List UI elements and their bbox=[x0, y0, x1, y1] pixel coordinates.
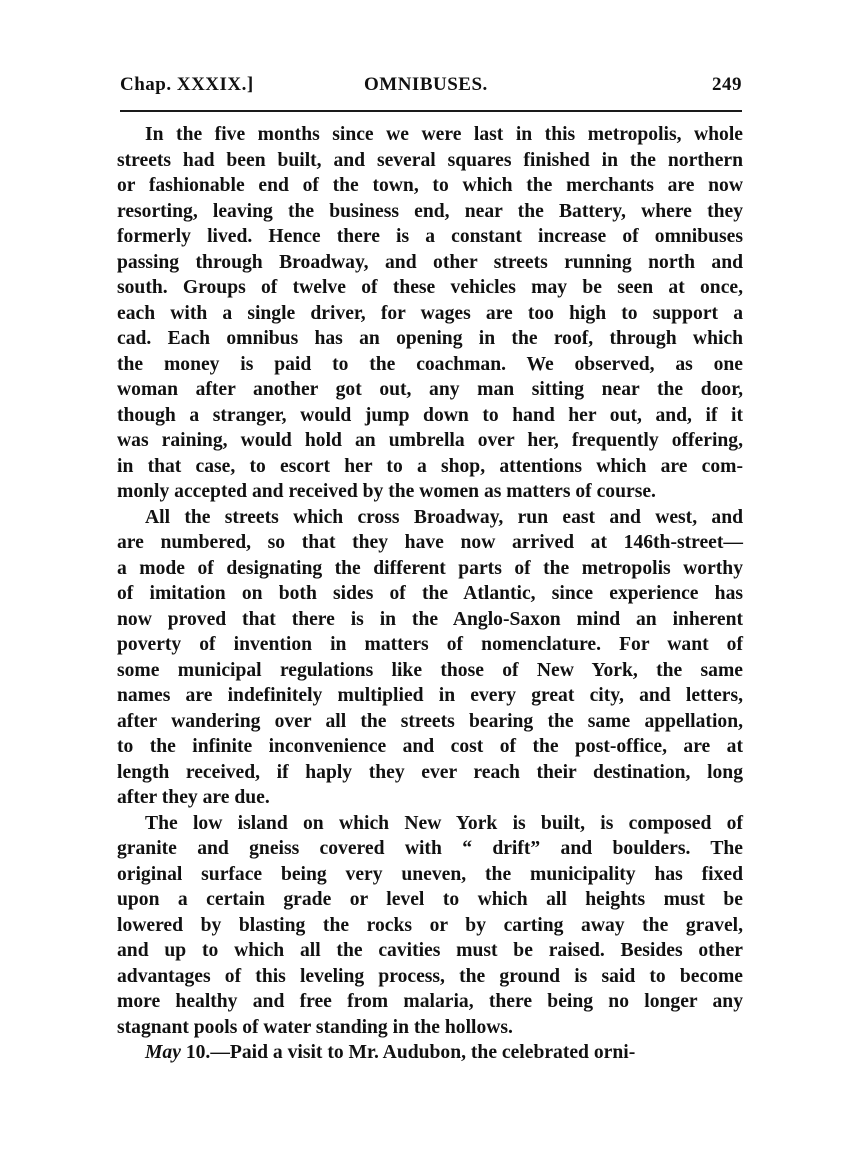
text-line: after wandering over all the streets bearing the same appellation, bbox=[117, 710, 743, 732]
page-number: 249 bbox=[712, 74, 742, 95]
text-line: formerly lived. Hence there is a constant increase of omnibuses bbox=[117, 226, 743, 247]
text-line: stagnant pools of water standing in the hollows. bbox=[117, 1016, 513, 1038]
text-line: a mode of designating the different parts of the metropolis worthy bbox=[117, 557, 743, 579]
text-line: advantages of this leveling process, the ground is said to become bbox=[117, 965, 743, 987]
text-line: of imitation on both sides of the Atlantic, since experience has bbox=[117, 583, 743, 604]
text-line bbox=[117, 1040, 743, 1066]
text-line: more healthy and free from malaria, there being no longer any bbox=[117, 991, 743, 1012]
final-line-text: 10.—Paid a visit to Mr. Audubon, the celebrated orni- bbox=[180, 1042, 636, 1063]
text-line: cad. Each omnibus has an opening in the roof, through which bbox=[117, 328, 743, 349]
text-line: original surface being very uneven, the municipality has fixed bbox=[117, 863, 743, 885]
text-line: though a stranger, would jump down to hand her out, and, if it bbox=[117, 404, 743, 426]
text-line: to the infinite inconvenience and cost of the post-office, are at bbox=[117, 736, 743, 757]
text-line: after they are due. bbox=[117, 787, 270, 808]
text-line: lowered by blasting the rocks or by carting away the gravel, bbox=[117, 914, 743, 936]
text-line: and up to which all the cavities must be raised. Besides other bbox=[117, 940, 743, 961]
date-italic: May bbox=[145, 1042, 181, 1063]
text-line: All the streets which cross Broadway, run east and west, and bbox=[145, 506, 743, 528]
page-title: OMNIBUSES. bbox=[364, 74, 488, 95]
text-line: length received, if haply they ever reach their destination, long bbox=[117, 761, 743, 783]
chapter-heading: Chap. XXXIX.] bbox=[120, 74, 254, 95]
text-line: The low island on which New York is built, is composed of bbox=[145, 812, 743, 834]
text-line: south. Groups of twelve of these vehicles may be seen at once, bbox=[117, 277, 743, 298]
text-line: the money is paid to the coachman. We observed, as one bbox=[117, 353, 743, 375]
text-line: was raining, would hold an umbrella over her, frequently offering, bbox=[117, 430, 743, 451]
text-line: upon a certain grade or level to which all heights must be bbox=[117, 889, 743, 910]
body-text bbox=[117, 122, 743, 1066]
text-line: granite and gneiss covered with “ drift” and boulders. The bbox=[117, 838, 743, 859]
text-line: some municipal regulations like those of New York, the same bbox=[117, 659, 743, 681]
header-rule bbox=[120, 110, 742, 112]
text-line: are numbered, so that they have now arrived at 146th-street— bbox=[117, 532, 743, 553]
text-line: each with a single driver, for wages are too high to support a bbox=[117, 302, 743, 324]
text-line: now proved that there is in the Anglo-Saxon mind an inherent bbox=[117, 608, 743, 630]
text-line: monly accepted and received by the women as matters of course. bbox=[117, 481, 656, 502]
text-line: or fashionable end of the town, to which the merchants are now bbox=[117, 175, 743, 196]
text-line: streets had been built, and several squares finished in the northern bbox=[117, 149, 743, 171]
running-head bbox=[120, 74, 742, 104]
text-line: In the five months since we were last in this metropolis, whole bbox=[145, 124, 743, 145]
text-line: resorting, leaving the business end, near the Battery, where they bbox=[117, 200, 743, 222]
text-line: woman after another got out, any man sitting near the door, bbox=[117, 379, 743, 400]
text-line: poverty of invention in matters of nomenclature. For want of bbox=[117, 634, 743, 655]
text-line: names are indefinitely multiplied in every great city, and letters, bbox=[117, 685, 743, 706]
text-line: in that case, to escort her to a shop, attentions which are com- bbox=[117, 455, 743, 477]
text-line: passing through Broadway, and other streets running north and bbox=[117, 251, 743, 273]
